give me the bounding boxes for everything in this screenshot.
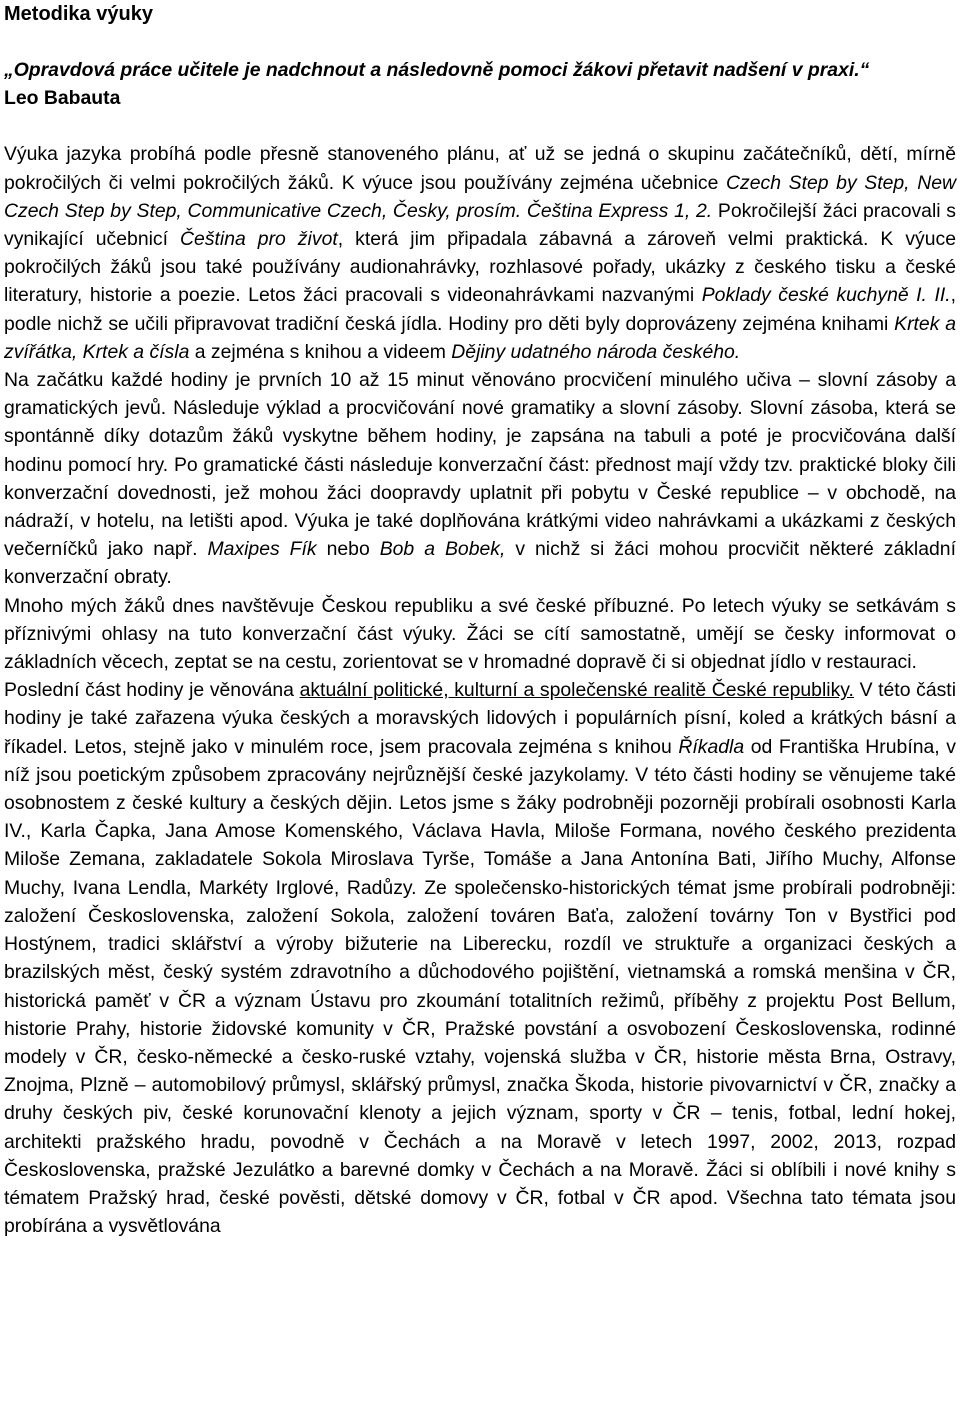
text-run-italic: Říkadla bbox=[678, 735, 745, 758]
text-run: od Františka Hrubína, v níž jsou poetickým způsobem zpracovány nejrůznější české jazykolamy. V této části hodiny se věnujeme také osobnostem z české kultury a českých dějin. Letos jsme s žáky podrobněji pozorněji probírali osobnosti Karla IV., Karla Čapka, Jana Amose Komenského, Václava Havla, Miloše Formana, nového českého prezidenta Miloše Zemana, zakladatele Sokola Miroslava Tyrše, Tomáše a Jana Antonína Bati, Jiřího Muchy, Alfonse Muchy, Ivana Lendla, Markéty Irglové, Radůzy. Ze společensko-historických témat jsme probírali podrobněji: založení Československa, založení Sokola, založení továren Baťa, založení továrny Ton v Bystřici pod Hostýnem, tradici sklářství a výroby bižuterie na Liberecku, rozdíl ve struktuře a organizaci českých a brazilských měst, český systém zdravotního a důchodového pojištění, vietnamská a romská menšina v ČR, historická paměť v ČR a význam Ústavu pro zkoumání totalitních režimů, příběhy z projektu Post Bellum, historie Prahy, historie židovské komunity v ČR, Pražské povstání a osvobození Československa, rodinné modely v ČR, česko-německé a česko-ruské vztahy, vojenská služba v ČR, historie města Brna, Ostravy, Znojma, Plzně – automobilový průmysl, sklářský průmysl, značka Škoda, historie pivovarnictví v ČR, značky a druhy českých piv, české korunovační klenoty a jejich význam, sporty v ČR – tenis, fotbal, lední hokej, architekti pražského hradu, povodně v Čechách a na Moravě v letech 1997, 2002, 2013, rozpad Československa, pražské Jezulátko a barevné domky v Čechách a na Moravě. Žáci si oblíbili i nové knihy s tématem Pražský hrad, české pověsti, dětské domovy v ČR, fotbal v ČR apod. Všechna tato témata jsou probírána a vysvětlována bbox=[4, 735, 956, 1238]
paragraph-culture-topics bbox=[4, 676, 956, 1240]
text-run-italic: Dějiny udatného národa českého. bbox=[451, 340, 741, 363]
quote-text: „Opravdová práce učitele je nadchnout a následovně pomoci žákovi přetavit nadšení v praxi.“ bbox=[4, 59, 870, 81]
paragraph-textbooks bbox=[4, 140, 956, 366]
text-run-italic: Maxipes Fík bbox=[207, 538, 317, 561]
paragraph-lesson-structure bbox=[4, 366, 956, 592]
text-run: V této části hodiny je také zařazena výuka českých a moravských lidových i populárních písní, koled a krátkých básní a říkadel. Letos, stejně jako v minulém roce, jsem pracovala zejména s knihou bbox=[4, 679, 956, 758]
text-run: a zejména s knihou a videem bbox=[189, 340, 452, 363]
text-run-italic: Czech Step by Step, New Czech Step by Step, Communicative Czech, Česky, prosím. Čeština Express 1, 2. bbox=[4, 171, 956, 222]
text-run: nebo bbox=[316, 538, 380, 561]
text-run-italic: Poklady české kuchyně I. II. bbox=[701, 284, 951, 307]
text-run-italic: Krtek a zvířátka, Krtek a čísla bbox=[4, 312, 956, 363]
text-run: , která jim připadala zábavná a zároveň velmi praktická. K výuce pokročilých žáků jsou také používány audionahrávky, rozhlasové pořady, ukázky z českého tisku a české literatury, historie a poezie. Letos žáci pracovali s videonahrávkami nazvanými bbox=[4, 228, 956, 307]
epigraph bbox=[4, 56, 956, 112]
text-run: , podle nichž se učili připravovat tradiční česká jídla. Hodiny pro děti byly doprovázeny zejména knihami bbox=[4, 284, 956, 335]
paragraph-students-feedback bbox=[4, 592, 956, 677]
text-run: Výuka jazyka probíhá podle přesně stanoveného plánu, ať už se jedná o skupinu začátečníků, dětí, mírně pokročilých či velmi pokročilých žáků. K výuce jsou používány zejména učebnice bbox=[4, 143, 956, 194]
page-title: Metodika výuky bbox=[4, 3, 153, 25]
text-run-italic: Bob a Bobek, bbox=[379, 538, 506, 561]
blank-line bbox=[4, 112, 956, 140]
text-run: Mnoho mých žáků dnes navštěvuje Českou republiku a své české příbuzné. Po letech výuky se setkávám s příznivými ohlasy na tuto konverzační část výuky. Žáci se cítí samostatně, umějí se česky informovat o základních věcech, zeptat se na cestu, zorientovat se v hromadné dopravě či si objednat jídlo v restauraci. bbox=[4, 594, 956, 674]
text-run: v nichž si žáci mohou procvičit některé základní konverzační obraty. bbox=[4, 538, 956, 589]
text-run: Poslední část hodiny je věnována bbox=[4, 679, 300, 702]
quote-author: Leo Babauta bbox=[4, 87, 121, 110]
text-run: Na začátku každé hodiny je prvních 10 až 15 minut věnováno procvičení minulého učiva – slovní zásoby a gramatických jevů. Následuje výklad a procvičování nové gramatiky a slovní zásoby. Slovní zásoba, která se spontánně díky dotazům žáků vyskytne během hodiny, je zapsána na tabuli a poté je procvičována další hodinu pomocí hry. Po gramatické části následuje konverzační část: přednost mají vždy tzv. praktické bloky čili konverzační dovednosti, jež mohou žáci doopravdy uplatnit při pobytu v České republice – v obchodě, na nádraží, v hotelu, na letišti apod. Výuka je také doplňována krátkými video nahrávkami a ukázkami z českých večerníčků jako např. bbox=[4, 369, 956, 561]
text-run-italic: Čeština pro život bbox=[180, 228, 338, 251]
text-run-underlined: aktuální politické, kulturní a společenské realitě České republiky. bbox=[299, 679, 854, 702]
text-run: Pokročilejší žáci pracovali s vynikající učebnicí bbox=[4, 199, 956, 251]
